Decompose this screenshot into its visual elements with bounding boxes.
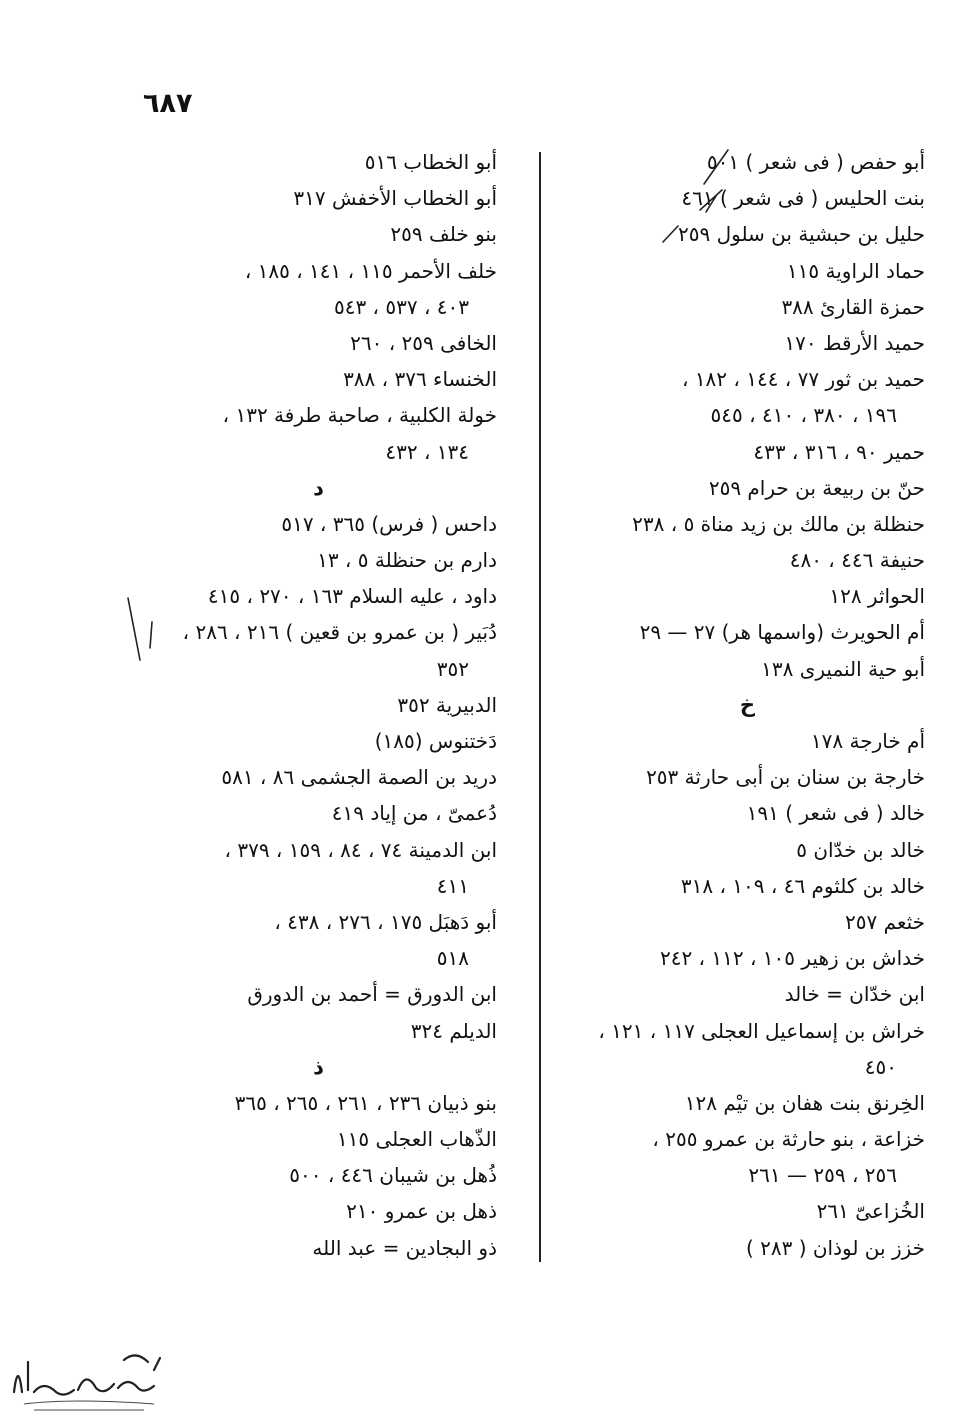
index-entry: حنّ بن ربيعة بن حرام ٢٥٩ — [708, 475, 925, 500]
index-entry: حنيفة ٤٤٦ ، ٤٨٠ — [789, 548, 925, 573]
index-entry: دريد بن الصمة الجشمى ٨٦ ، ٥٨١ — [221, 765, 497, 790]
index-entry: ابن الدورق = أحمد بن الدورق — [247, 982, 497, 1007]
index-column-right — [570, 144, 925, 1266]
index-entry: خالد ( فى شعر ) ١٩١ — [746, 801, 925, 826]
index-entry: أبو الخطاب ٥١٦ — [364, 150, 497, 174]
index-entry: الدبيرية ٣٥٢ — [397, 692, 497, 717]
index-entry: الخافى ٢٥٩ ، ٢٦٠ — [350, 330, 497, 355]
column-divider — [539, 152, 541, 1262]
index-entry: خارجة بن سنان بن أبى حارثة ٢٥٣ — [646, 765, 925, 790]
index-entry: ابن الدمينة ٧٤ ، ٨٤ ، ١٥٩ ، ٣٧٩ ، — [224, 837, 497, 862]
index-entry: بنو خلف ٢٥٩ — [390, 222, 497, 247]
index-entry: الحواثر ١٢٨ — [829, 584, 925, 609]
section-letter: ذ — [313, 1054, 324, 1079]
index-entry: دُبَير ( بن عمرو بن قعين ) ٢١٦ ، ٢٨٦ ، — [182, 620, 497, 645]
index-entry: الخنساء ٣٧٦ ، ٣٨٨ — [343, 367, 497, 392]
index-entry: خزاعة ، بنو حارثة بن عمرو ٢٥٥ ، — [652, 1127, 925, 1152]
index-entry: ذو البجادين = عبد الله — [312, 1235, 497, 1260]
pen-stroke — [128, 598, 140, 660]
index-entry: أم خارجة ١٧٨ — [810, 729, 925, 753]
index-entry: ذهل بن عمرو ٢١٠ — [346, 1199, 497, 1224]
index-entry: خلف الأحمر ١١٥ ، ١٤١ ، ١٨٥ ، — [244, 258, 497, 283]
index-entry: دُعمىّ ، من إياد ٤١٩ — [331, 801, 497, 826]
index-entry-continuation: ٤٥٠ — [864, 1054, 897, 1079]
index-entry: داحس ( فرس) ٣٦٥ ، ٥١٧ — [281, 511, 497, 536]
index-entry: بنو ذبيان ٢٣٦ ، ٢٦١ ، ٢٦٥ ، ٣٦٥ — [234, 1090, 497, 1115]
index-entry: الديلم ٣٢٤ — [410, 1018, 497, 1043]
watermark-logo — [4, 1340, 169, 1415]
index-entry-continuation: ١٣٤ ، ٤٣٢ — [385, 439, 469, 464]
index-entry-continuation: ٢٥٦ ، ٢٥٩ — ٢٦١ — [748, 1163, 897, 1188]
index-entry: الخُزاعىّ ٢٦١ — [816, 1199, 925, 1224]
index-entry: داود ، عليه السلام ١٦٣ ، ٢٧٠ ، ٤١٥ — [207, 584, 497, 609]
index-entry: أبو حفص ( فى شعر ) ٥٠١ — [706, 150, 925, 174]
page-number: ٦٨٧ — [143, 88, 193, 119]
index-entry: حماد الراوية ١١٥ — [786, 258, 925, 283]
index-entry: ذُهل بن شيبان ٤٤٦ ، ٥٠٠ — [289, 1163, 497, 1188]
index-entry: حميد بن ثور ٧٧ ، ١٤٤ ، ١٨٢ ، — [682, 367, 925, 392]
section-letter: خ — [739, 692, 756, 717]
index-entry: أبو حية النميرى ١٣٨ — [761, 656, 925, 681]
index-entry: خالد بن خدّان ٥ — [796, 837, 925, 862]
index-entry-continuation: ٣٥٢ — [436, 656, 469, 681]
index-entry: خداش بن زهير ١٠٥ ، ١١٢ ، ٢٤٢ — [659, 946, 925, 971]
index-entry: حليل بن حبشية بن سلول ٢٥٩ — [677, 222, 925, 247]
index-entry: حميد الأرقط ١٧٠ — [784, 330, 925, 355]
index-entry: الذّهاب العجلى ١١٥ — [336, 1127, 497, 1152]
index-entry: خراش بن إسماعيل العجلى ١١٧ ، ١٢١ ، — [598, 1018, 925, 1043]
index-entry: خالد بن كلثوم ٤٦ ، ١٠٩ ، ٣١٨ — [680, 873, 925, 898]
index-entry: خثعم ٢٥٧ — [845, 909, 925, 934]
index-entry-continuation: ٥١٨ — [436, 946, 469, 971]
index-entry: خولة الكلبية ، صاحبة طرفة ١٣٢ ، — [222, 403, 497, 428]
index-entry: بنت الحليس ( فى شعر ) ٤٦١ — [681, 186, 925, 211]
index-entry: أبو دَهبَل ١٧٥ ، ٢٧٦ ، ٤٣٨ ، — [274, 909, 497, 934]
index-entry: حمير ٩٠ ، ٣١٦ ، ٤٣٣ — [753, 439, 925, 464]
section-letter: د — [313, 475, 324, 500]
index-entry: حمزة القارئ ٣٨٨ — [781, 294, 925, 319]
index-entry: الخِرنق بنت هفان بن تيْم ١٢٨ — [684, 1090, 925, 1115]
index-entry-continuation: ٤٠٣ ، ٥٣٧ ، ٥٤٣ — [333, 294, 469, 319]
index-entry: دارم بن حنظلة ٥ ، ١٣ — [317, 548, 497, 573]
index-entry-continuation: ١٩٦ ، ٣٨٠ ، ٤١٠ ، ٥٤٥ — [710, 403, 897, 428]
index-entry: أم الحويرث (واسمها هر) ٢٧ — ٢٩ — [639, 620, 925, 645]
index-entry-continuation: ٤١١ — [436, 873, 469, 898]
index-entry: ابن خدّان = خالد — [784, 982, 925, 1007]
index-entry: خزز بن لوذان ( ٢٨٣ ) — [745, 1235, 925, 1260]
index-entry: حنظلة بن مالك بن زيد مناة ٥ ، ٢٣٨ — [632, 511, 925, 536]
index-entry: أبو الخطاب الأخفش ٣١٧ — [293, 186, 497, 211]
index-column-left — [140, 144, 497, 1266]
index-entry: دَختنوس (١٨٥) — [374, 729, 497, 753]
